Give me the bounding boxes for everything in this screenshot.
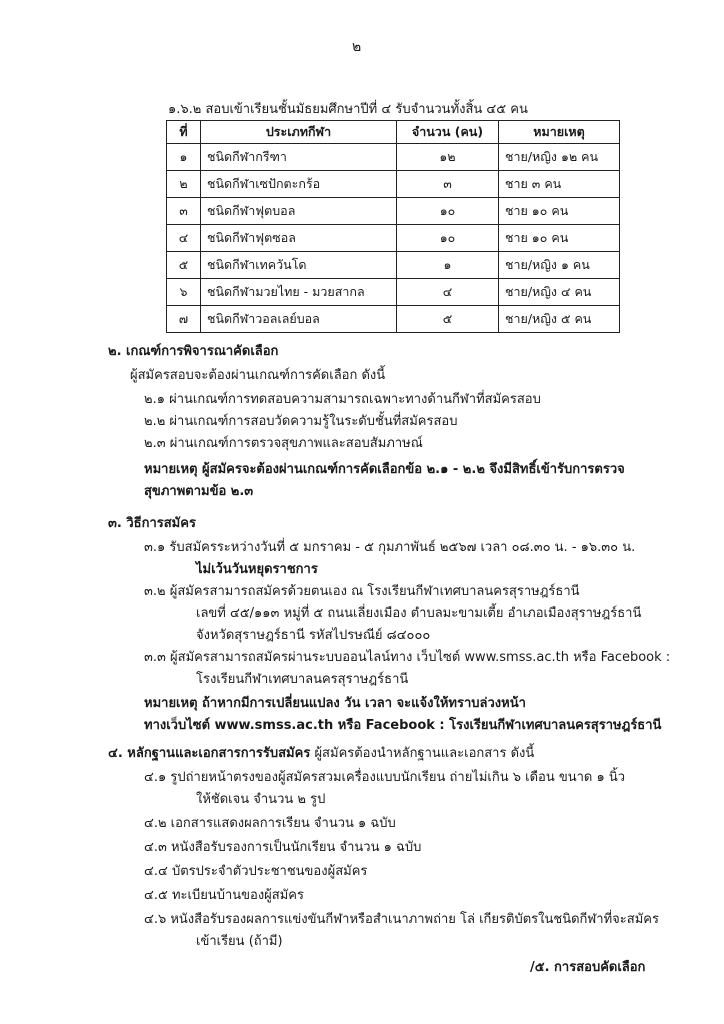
cell-no: ๗ [167,306,201,333]
section-2-item-3: ๒.๓ ผ่านเกณฑ์การตรวจสุขภาพและสอบสัมภาษณ์ [144,436,423,451]
section-3-item-2-line-3: จังหวัดสุราษฎร์ธานี รหัสไปรษณีย์ ๘๔๐๐๐ [196,628,431,643]
table-row [167,306,620,333]
cell-no: ๔ [167,225,201,252]
table-row [167,225,620,252]
cell-remark: ชาย ๓ คน [499,171,620,198]
header-no: ที่ [167,121,201,144]
section-4-heading-text: ผู้สมัครต้องนำหลักฐานและเอกสาร ดังนี้ [310,746,535,761]
section-2-intro: ผู้สมัครสอบจะต้องผ่านเกณฑ์การคัดเลือก ดังนี้ [130,368,386,383]
section-2-item-1: ๒.๑ ผ่านเกณฑ์การทดสอบความสามารถเฉพาะทางด้านกีฬาที่สมัครสอบ [144,392,541,407]
section-4-heading-title: ๔. หลักฐานและเอกสารการรับสมัคร [108,746,311,761]
cell-quantity: ๑ [397,252,499,279]
cell-remark: ชาย/หญิง ๑๒ คน [499,144,620,171]
header-remark: หมายเหตุ [499,121,620,144]
section-4-item-4: ๔.๔ บัตรประจำตัวประชาชนของผู้สมัคร [144,864,368,879]
header-quantity: จำนวน (คน) [397,121,499,144]
sports-quota-table [166,120,620,333]
cell-quantity: ๑๐ [397,198,499,225]
section-4-item-1-line-1: ๔.๑ รูปถ่ายหน้าตรงของผู้สมัครสวมเครื่องแบบนักเรียน ถ่ายไม่เกิน ๖ เดือน ขนาด ๑ นิ้ว [144,770,626,785]
section-3-item-3-line-2: โรงเรียนกีฬาเทศบาลนครสุราษฎร์ธานี [196,672,409,687]
section-3-item-1-line-2: ไม่เว้นวันหยุดราชการ [196,562,318,577]
section-2-heading: ๒. เกณฑ์การพิจารณาคัดเลือก [108,344,279,359]
cell-remark: ชาย/หญิง ๔ คน [499,279,620,306]
section-2-note-line-2: สุขภาพตามข้อ ๒.๓ [144,484,254,499]
cell-quantity: ๓ [397,171,499,198]
table-row [167,171,620,198]
cell-remark: ชาย/หญิง ๑ คน [499,252,620,279]
header-sport-type: ประเภทกีฬา [201,121,397,144]
section-3-item-2-line-2: เลขที่ ๔๕/๑๑๓ หมู่ที่ ๕ ถนนเลี่ยงเมือง ตำบลมะขามเตี้ย อำเภอเมืองสุราษฎร์ธานี [196,606,642,621]
section-4-item-1-line-2: ให้ชัดเจน จำนวน ๒ รูป [196,792,326,807]
cell-quantity: ๔ [397,279,499,306]
table-row [167,279,620,306]
section-4-item-6-line-2: เข้าเรียน (ถ้ามี) [196,934,283,949]
cell-no: ๑ [167,144,201,171]
section-3-item-2-line-1: ๓.๒ ผู้สมัครสามารถสมัครด้วยตนเอง ณ โรงเรียนกีฬาเทศบาลนครสุราษฎร์ธานี [144,584,580,599]
section-3-note-line-1: หมายเหตุ ถ้าหากมีการเปลี่ยนแปลง วัน เวลา จะแจ้งให้ทราบล่วงหน้า [144,696,526,711]
table-row [167,252,620,279]
section-3-item-1-line-1: ๓.๑ รับสมัครระหว่างวันที่ ๕ มกราคม - ๕ กุมภาพันธ์ ๒๕๖๗ เวลา ๐๘.๓๐ น. - ๑๖.๓๐ น. [144,540,636,555]
cell-remark: ชาย/หญิง ๕ คน [499,306,620,333]
cell-no: ๕ [167,252,201,279]
cell-no: ๒ [167,171,201,198]
cell-sport: ชนิดกีฬากรีฑา [201,144,397,171]
cell-quantity: ๕ [397,306,499,333]
page-number: ๒ [352,39,362,55]
cell-sport: ชนิดกีฬาเทควันโด [201,252,397,279]
section-3-item-3-line-1: ๓.๓ ผู้สมัครสามารถสมัครผ่านระบบออนไลน์ทาง เว็บไซต์ www.smss.ac.th หรือ Facebook : [144,650,671,665]
section-4-item-2: ๔.๒ เอกสารแสดงผลการเรียน จำนวน ๑ ฉบับ [144,816,396,831]
section-4-heading [108,742,534,763]
next-section-reference: /๕. การสอบคัดเลือก [530,960,646,975]
section-2-note-line-1: หมายเหตุ ผู้สมัครจะต้องผ่านเกณฑ์การคัดเลือกข้อ ๒.๑ - ๒.๒ จึงมีสิทธิ์เข้ารับการตรวจ [144,462,625,477]
cell-no: ๓ [167,198,201,225]
table-header-row [167,121,620,144]
cell-sport: ชนิดกีฬาเซปักตะกร้อ [201,171,397,198]
section-3-note-line-2: ทางเว็บไซต์ www.smss.ac.th หรือ Facebook : โรงเรียนกีฬาเทศบาลนครสุราษฎร์ธานี [144,718,662,733]
cell-sport: ชนิดกีฬาฟุตซอล [201,225,397,252]
section-4-item-3: ๔.๓ หนังสือรับรองการเป็นนักเรียน จำนวน ๑ ฉบับ [144,840,422,855]
table-row [167,198,620,225]
section-4-item-5: ๔.๕ ทะเบียนบ้านของผู้สมัคร [144,888,304,903]
table-caption: ๑.๖.๒ สอบเข้าเรียนชั้นมัธยมศึกษาปีที่ ๔ รับจำนวนทั้งสิ้น ๔๕ คน [168,102,528,117]
cell-remark: ชาย ๑๐ คน [499,225,620,252]
section-4-item-6-line-1: ๔.๖ หนังสือรับรองผลการแข่งขันกีฬาหรือสำเนาภาพถ่าย โล่ เกียรติบัตรในชนิดกีฬาที่จะสมัคร [144,912,659,927]
cell-no: ๖ [167,279,201,306]
section-2-item-2: ๒.๒ ผ่านเกณฑ์การสอบวัดความรู้ในระดับชั้นที่สมัครสอบ [144,414,458,429]
cell-sport: ชนิดกีฬาฟุตบอล [201,198,397,225]
section-3-heading: ๓. วิธีการสมัคร [108,516,196,531]
cell-sport: ชนิดกีฬามวยไทย - มวยสากล [201,279,397,306]
cell-remark: ชาย ๑๐ คน [499,198,620,225]
table-row [167,144,620,171]
cell-sport: ชนิดกีฬาวอลเลย์บอล [201,306,397,333]
cell-quantity: ๑๒ [397,144,499,171]
cell-quantity: ๑๐ [397,225,499,252]
